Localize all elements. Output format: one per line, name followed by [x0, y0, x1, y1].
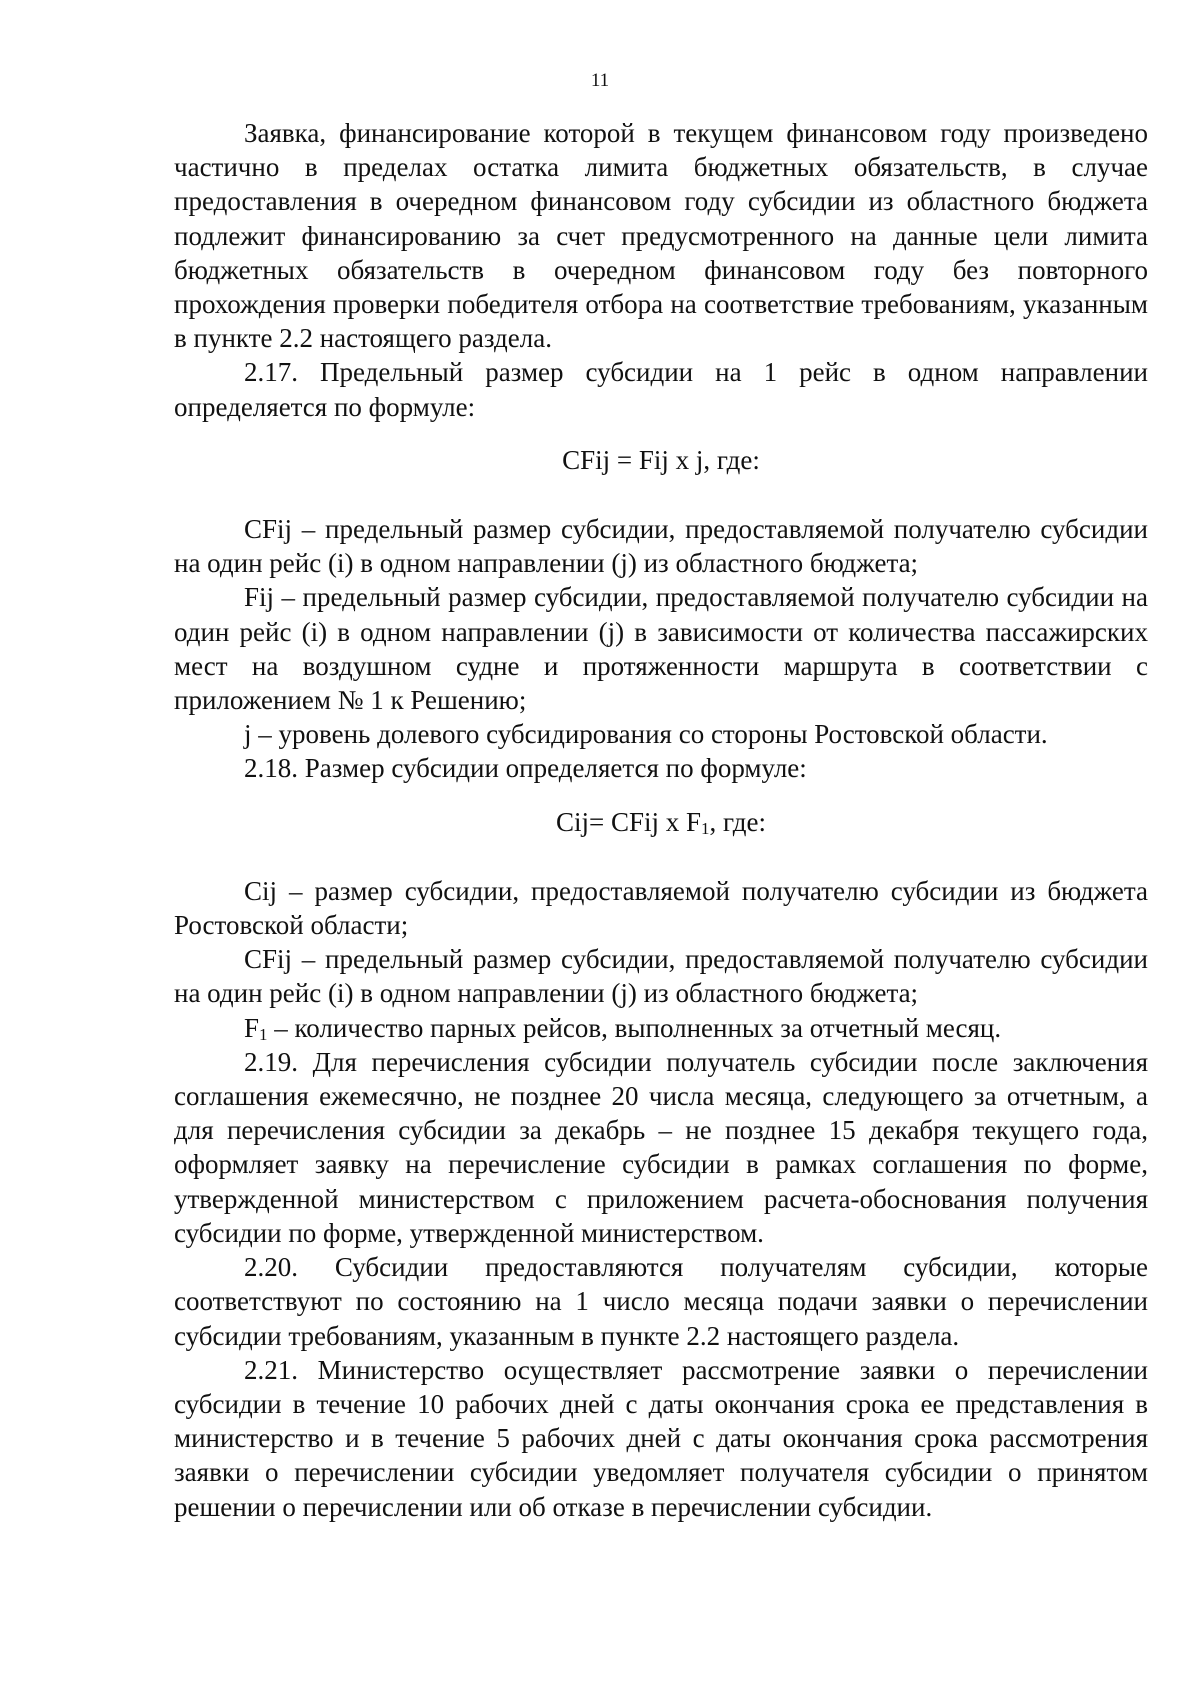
formula-subsidy-subscript: 1	[701, 818, 710, 838]
definition-fij: Fij – предельный размер субсидии, предоставляемой получателю субсидии на один рейс (i) в одном направлении (j) в зависимости от количества пассажирских мест на воздушном судне и протяженности маршрута в соответствии с приложением № 1 к Решению;	[174, 582, 1148, 716]
document-body	[174, 116, 1148, 1524]
paragraph-application-financing: Заявка, финансирование которой в текущем финансовом году произведено частично в пределах остатка лимита бюджетных обязательств, в случае предоставления в очередном финансовом году субсидии из областного бюджета подлежит финансированию за счет предусмотренного на данные цели лимита бюджетных обязательств в очередном финансовом году без повторного прохождения проверки победителя отбора на соответствие требованиям, указанным в пункте 2.2 настоящего раздела.	[174, 118, 1148, 354]
paragraph-2-17: 2.17. Предельный размер субсидии на 1 рейс в одном направлении определяется по формуле:	[174, 357, 1148, 422]
formula-max-subsidy: CFij = Fij x j, где:	[562, 444, 760, 475]
definition-f1-subscript: 1	[259, 1024, 268, 1044]
definition-f1-text: – количество парных рейсов, выполненных за отчетный месяц.	[267, 1012, 1002, 1043]
definition-f1	[174, 1011, 1148, 1045]
paragraph-2-18: 2.18. Размер субсидии определяется по формуле:	[244, 753, 807, 784]
paragraph-2-20: 2.20. Субсидии предоставляются получателям субсидии, которые соответствуют по состоянию на 1 число месяца подачи заявки о перечислении субсидии требованиям, указанным в пункте 2.2 настоящего раздела.	[174, 1252, 1148, 1351]
page-number: 11	[590, 70, 610, 91]
definition-j: j – уровень долевого субсидирования со стороны Ростовской области.	[244, 719, 1048, 750]
formula-subsidy-main: Cij= CFij x F	[556, 806, 702, 837]
formula-subsidy-amount	[174, 786, 1148, 874]
paragraph-2-21: 2.21. Министерство осуществляет рассмотрение заявки о перечислении субсидии в течение 10 рабочих дней с даты окончания срока ее представления в министерство и в течение 5 рабочих дней с даты окончания срока рассмотрения заявки о перечислении субсидии уведомляет получателя субсидии о принятом решении о перечислении или об отказе в перечислении субсидии.	[174, 1354, 1148, 1522]
definition-cij: Cij – размер субсидии, предоставляемой получателю субсидии из бюджета Ростовской области;	[174, 875, 1148, 941]
definition-cfij-repeat: CFij – предельный размер субсидии, предоставляемой получателю субсидии на один рейс (i) в одном направлении (j) из областного бюджета;	[174, 944, 1148, 1009]
paragraph-2-19: 2.19. Для перечисления субсидии получатель субсидии после заключения соглашения ежемесячно, не позднее 20 числа месяца, следующего за отчетным, а для перечисления субсидии за декабрь – не позднее 15 декабря текущего года, оформляет заявку на перечисление субсидии в рамках соглашения по форме, утвержденной министерством с приложением расчета-обоснования получения субсидии по форме, утвержденной министерством.	[174, 1046, 1148, 1248]
formula-subsidy-tail: , где:	[709, 806, 766, 837]
definition-cfij: CFij – предельный размер субсидии, предоставляемой получателю субсидии на один рейс (i) в одном направлении (j) из областного бюджета;	[174, 514, 1148, 579]
definition-f1-symbol: F	[244, 1012, 260, 1043]
